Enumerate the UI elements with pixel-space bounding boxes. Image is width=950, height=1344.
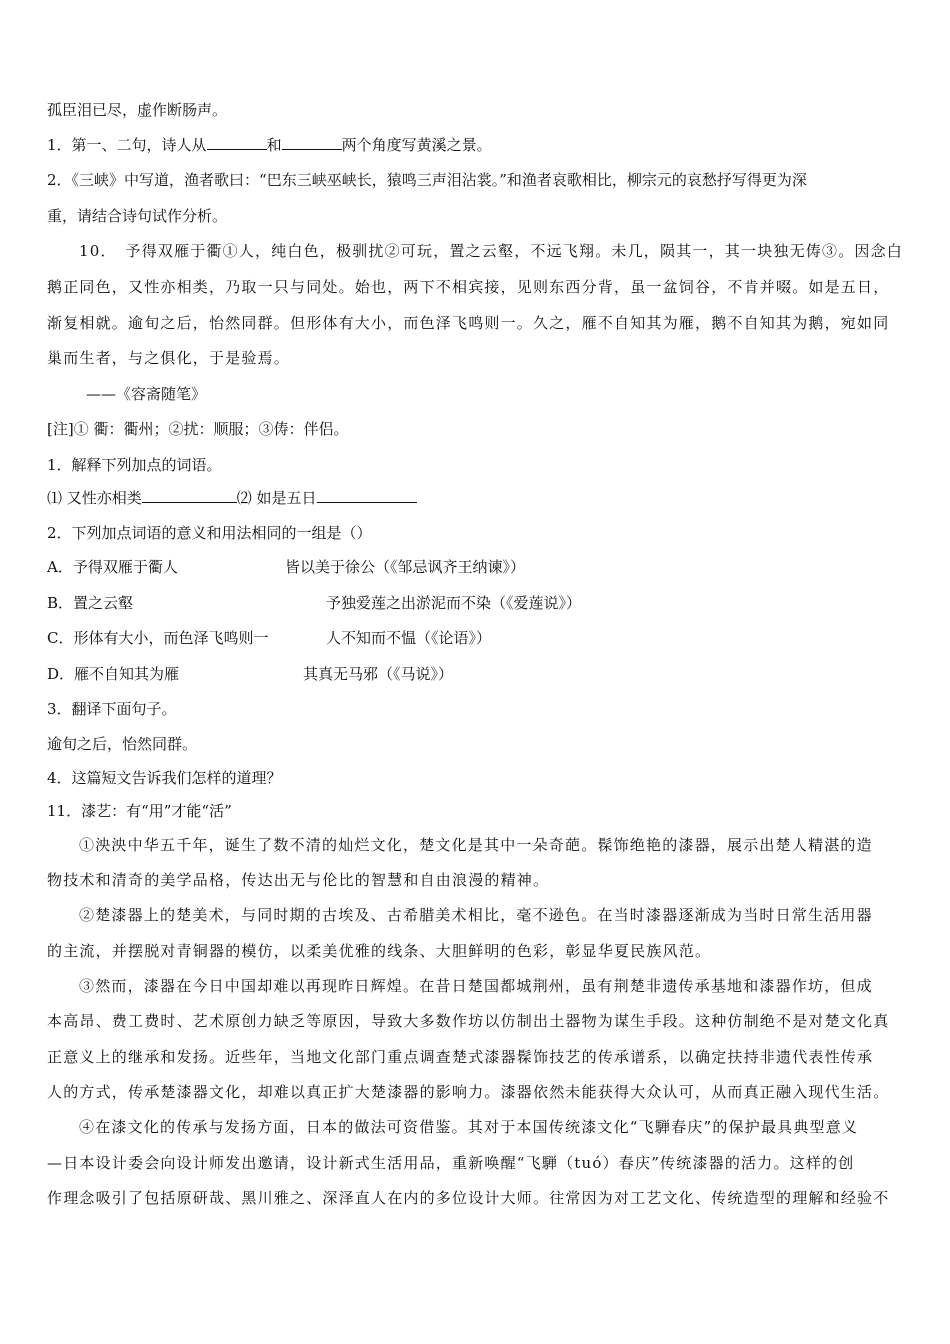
option-a-left: A．予得双雁于衢人 bbox=[47, 558, 178, 576]
item-2-label: ⑵ 如是五日 bbox=[236, 489, 317, 507]
subquestion-3-title: 3．翻译下面句子。 bbox=[47, 700, 177, 718]
question-text-post: 两个角度写黄溪之景。 bbox=[341, 136, 492, 154]
poem-question-2-line: 2．《三峡》中写道，渔者歌曰：“巴东三峡巫峡长，猿鸣三声泪沾裳。”和渔者哀歌相比，柳宗元的哀愁抒写得更为深 bbox=[47, 171, 807, 189]
q11-title: 11．漆艺：有“用”才能“活” bbox=[47, 802, 232, 820]
option-a-right: 皆以美于徐公（《邹忌讽齐王纳谏》） bbox=[285, 558, 526, 576]
paragraph-line: ③然而，漆器在今日中国却难以再现昨日辉煌。在昔日楚国都城荆州，虽有荆楚非遗传承基地和漆器作坊，但成 bbox=[79, 977, 873, 995]
answer-blank[interactable] bbox=[282, 135, 342, 150]
item-1-label: ⑴ 又性亦相类 bbox=[47, 489, 142, 507]
paragraph-line: ①泱泱中华五千年，诞生了数不清的灿烂文化，楚文化是其中一朵奇葩。髹饰绝艳的漆器，展示出楚人精湛的造 bbox=[79, 836, 873, 854]
passage-line: 10． 予得双雁于衢①人，纯白色，极驯扰②可玩，置之云壑，不远飞翔。未几，陨其一，其一块独无俦③。因念白 bbox=[79, 242, 903, 260]
paragraph-line: 的主流，并摆脱对青铜器的模仿，以柔美优雅的线条、大胆鲜明的色彩，彰显华夏民族风范。 bbox=[47, 942, 712, 960]
annotation-note: [注]① 衢：衢州；②扰：顺服；③俦：伴侣。 bbox=[47, 420, 349, 438]
poem-question-1 bbox=[47, 135, 907, 155]
paragraph-line: 物技术和清奇的美学品格，传达出无与伦比的智慧和自由浪漫的精神。 bbox=[47, 871, 550, 889]
subquestion-4-title: 4．这篇短文告诉我们怎样的道理？ bbox=[47, 769, 282, 787]
option-d[interactable] bbox=[47, 664, 907, 684]
paragraph-line: 人的方式，传承楚漆器文化，却难以真正扩大楚漆器的影响力。漆器依然未能获得大众认可，从而真正融入现代生活。 bbox=[47, 1083, 890, 1101]
paragraph-line: 本高昂、费工费时、艺术原创力缺乏等原因，导致大多数作坊以仿制出土器物为谋生手段。这种仿制绝不是对楚文化真 bbox=[47, 1012, 890, 1030]
option-b[interactable] bbox=[47, 593, 907, 613]
question-text-mid: 和 bbox=[266, 136, 282, 154]
passage-line: 渐复相就。逾旬之后，怡然同群。但形体有大小，而色泽飞鸣则一。久之，雁不自知其为雁，鹅不自知其为鹅，宛如同 bbox=[47, 314, 890, 332]
question-text-pre: 第一、二句，诗人从 bbox=[71, 136, 207, 154]
option-b-left: B．置之云壑 bbox=[47, 594, 134, 612]
paragraph-line: 正意义上的继承和发扬。近些年，当地文化部门重点调查楚式漆器髹饰技艺的传承谱系，以确定扶持非遗代表性传承 bbox=[47, 1048, 874, 1066]
option-a[interactable] bbox=[47, 557, 907, 577]
passage-line: 鹅正同色，又性亦相类，乃取一只与同处。始也，两下不相宾接，见则东西分背，虽一盆饲谷，不肯并啜。如是五日， bbox=[47, 278, 890, 296]
paragraph-line: ④在漆文化的传承与发扬方面，日本的做法可资借鉴。其对于本国传统漆文化“飞騨春庆”的保护最具典型意义 bbox=[79, 1118, 859, 1136]
option-d-left: D．雁不自知其为雁 bbox=[47, 665, 180, 683]
paragraph-line: —日本设计委会向设计师发出邀请，设计新式生活用品，重新唤醒“飞騨（tuó）春庆”传统漆器的活力。这样的创 bbox=[47, 1154, 855, 1172]
passage-line: 巢而生者，与之俱化，于是验焉。 bbox=[47, 349, 291, 367]
option-c-left: C．形体有大小，而色泽飞鸣则一 bbox=[47, 629, 269, 647]
subquestion-1-items bbox=[47, 488, 907, 508]
answer-blank[interactable] bbox=[317, 488, 417, 503]
poem-question-2-line: 重，请结合诗句试作分析。 bbox=[47, 207, 228, 225]
answer-blank[interactable] bbox=[142, 488, 237, 503]
option-c-right: 人不知而不愠（《论语》） bbox=[326, 629, 492, 647]
option-b-right: 予独爱莲之出淤泥而不染（《爱莲说》） bbox=[326, 594, 582, 612]
paragraph-line: 作理念吸引了包括原研哉、黑川雅之、深泽直人在内的多位设计大师。往常因为对工艺文化、传统造型的理解和经验不 bbox=[47, 1189, 890, 1207]
answer-blank[interactable] bbox=[207, 135, 267, 150]
passage-source: ——《容斋随笔》 bbox=[86, 385, 207, 403]
subquestion-3-sentence: 逾旬之后，怡然同群。 bbox=[47, 735, 198, 753]
option-d-right: 其真无马邪（《马说》） bbox=[303, 665, 454, 683]
question-number: 1． bbox=[47, 136, 72, 154]
poem-last-line: 孤臣泪已尽，虚作断肠声。 bbox=[47, 101, 228, 119]
paragraph-line: ②楚漆器上的楚美术，与同时期的古埃及、古希腊美术相比，毫不逊色。在当时漆器逐渐成为当时日常生活用器 bbox=[79, 906, 873, 924]
subquestion-2-title: 2．下列加点词语的意义和用法相同的一组是（） bbox=[47, 524, 372, 542]
option-c[interactable] bbox=[47, 628, 907, 648]
subquestion-1-title: 1．解释下列加点的词语。 bbox=[47, 456, 222, 474]
